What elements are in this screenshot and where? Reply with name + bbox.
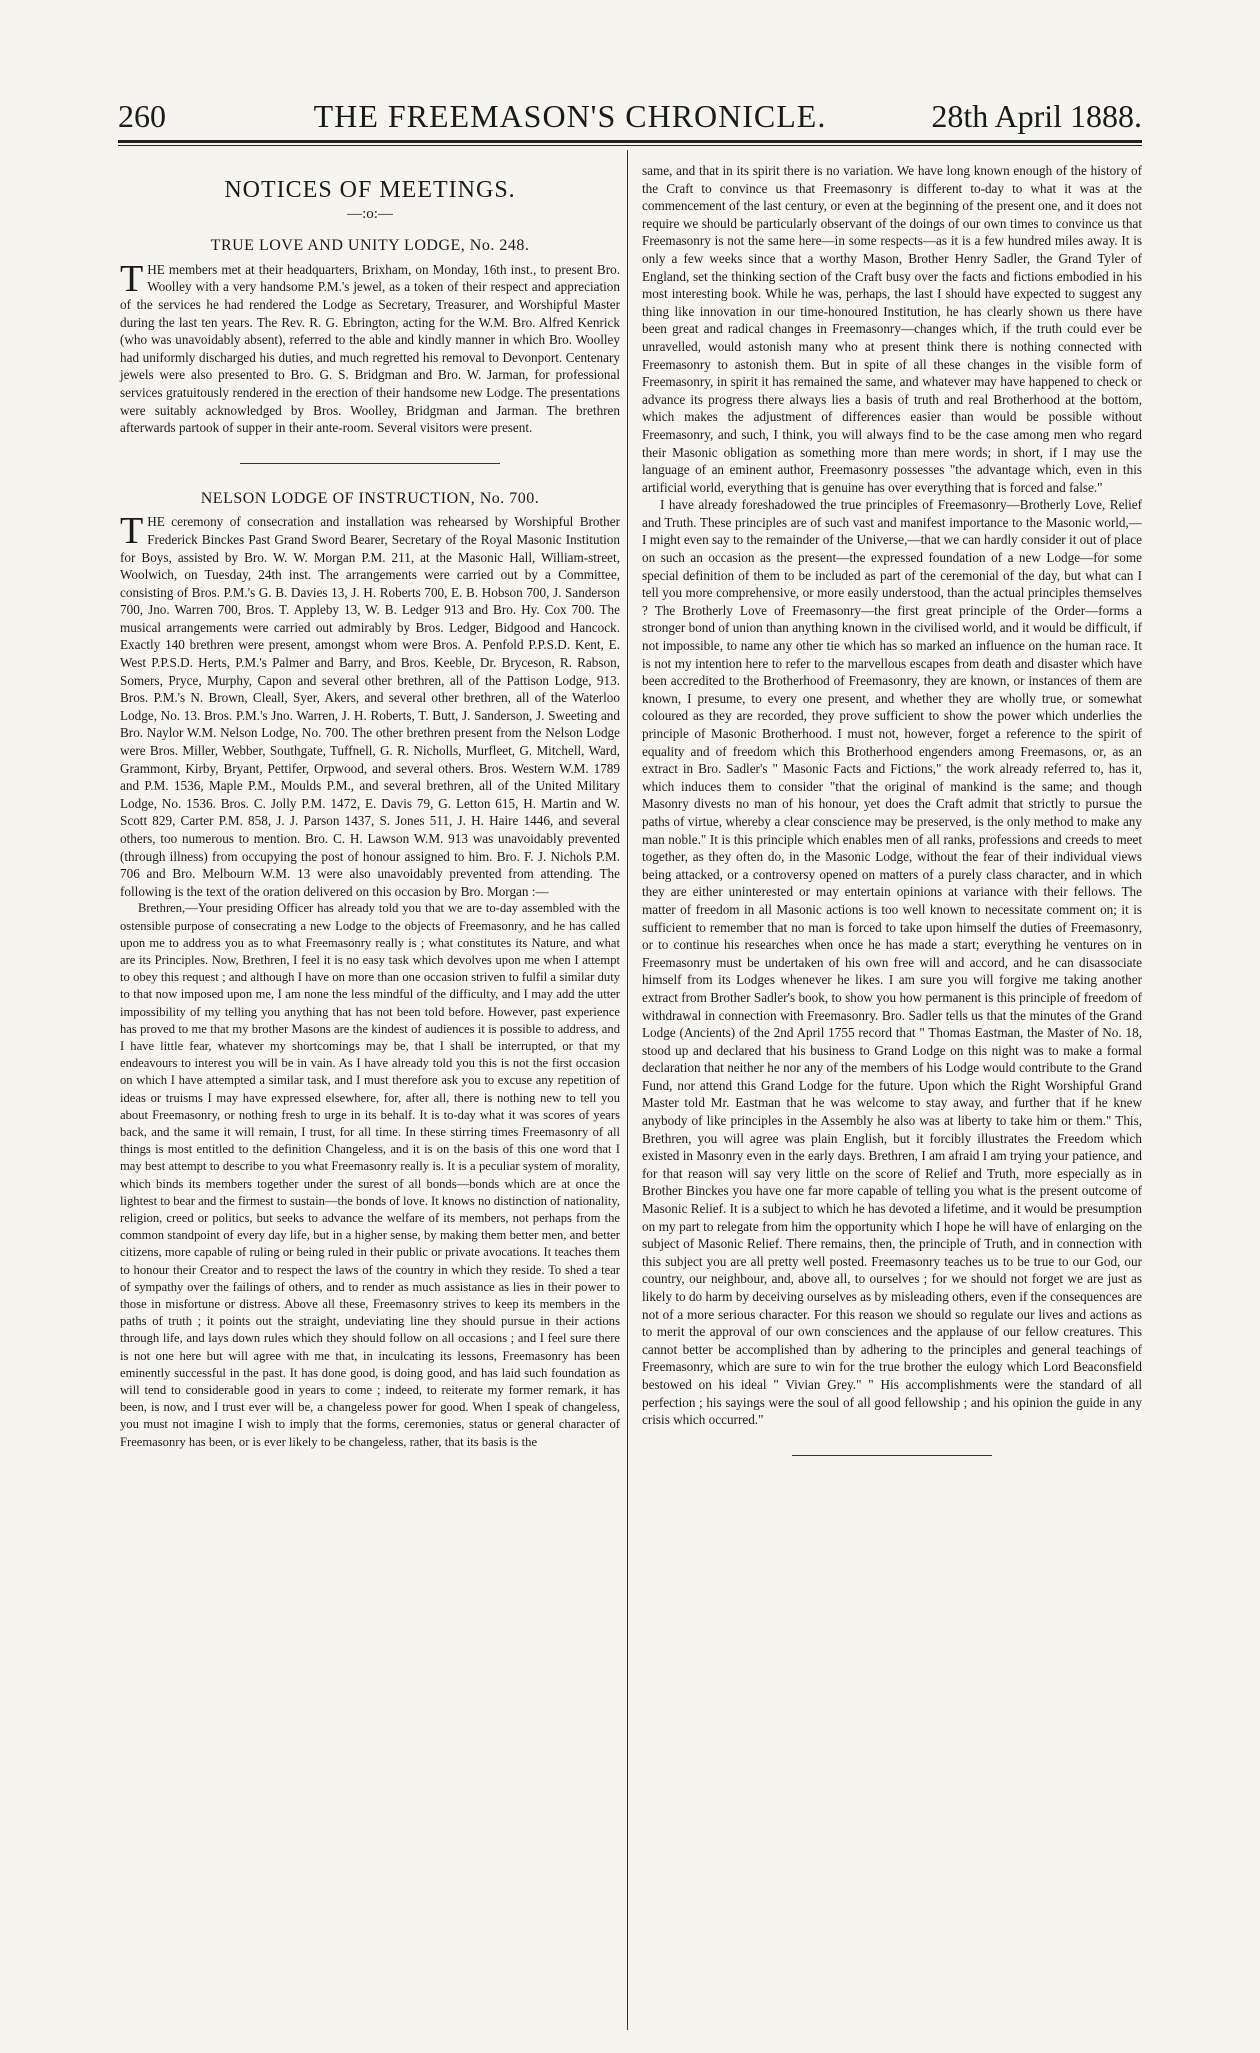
end-rule xyxy=(792,1455,992,1456)
drop-cap: T xyxy=(120,510,144,553)
article-divider xyxy=(240,463,500,464)
masthead xyxy=(118,98,1142,134)
publication-title: THE FREEMASON'S CHRONICLE. xyxy=(313,98,827,134)
nelson-report-text: HE ceremony of consecration and installation was rehearsed by Worshipful Brother Frederick Binckes Past Grand Sword Bearer, Secretary of the Royal Masonic Institution for Boys, assisted by Bro. W. W. Morgan P.M. 211, at the Masonic Hall, William-street, Woolwich, on Tuesday, 24th inst. The arrangements were carried out by a Committee, consisting of Bros. P.M.'s G. B. Davies 13, J. H. Roberts 700, E. B. Hobson 700, J. Sanderson 700, Jno. Warren 700, Bros. T. Appleby 13, W. B. Ledger 913 and Bro. Hy. Cox 700. The musical arrangements were carried out admirably by Bros. Ledger, Bidgood and Hancock. Exactly 140 brethren were present, amongst whom were Bros. A. Penfold P.P.S.D. Kent, E. West P.P.S.D. Herts, P.M.'s Palmer and Barry, and Bros. Keeble, Dr. Bryceson, R. Rabson, Somers, Pryce, Murphy, Capon and several other brethren, all of the Pattison Lodge, 913. Bros. P.M.'s N. Brown, Cleall, Syer, Akers, and several other brethren, all of the Waterloo Lodge, No. 13. Bros. P.M.'s Jno. Warren, J. H. Roberts, T. Butt, J. Sanderson, J. Sweeting and Bro. Naylor W.M. Nelson Lodge, No. 700. The other brethren present from the Nelson Lodge were Bros. Miller, Webber, Southgate, Tuffnell, G. R. Nicholls, Murfleet, G. Mitchell, Ward, Grammont, Kirby, Bryant, Pettifer, Orpwood, and several others. Bros. Western W.M. 1789 and P.M. 1536, Maple P.M., Moulds P.M., and several brethren, all of the United Military Lodge, No. 1536. Bros. C. Jolly P.M. 1472, E. Davis 79, G. Letton 615, H. Martin and W. Scott 829, Carter P.M. 858, J. J. Parson 1437, S. Jones 511, J. H. Haire 1446, and several others, too numerous to mention. Bro. C. H. Lawson W.M. 913 was unavoidably prevented (through illness) from occupying the post of honour assigned to him. Bro. F. J. Nichols P.M. 706 and Bro. Melbourn W.M. 13 were also unavoidably prevented from attending. The following is the text of the oration delivered on this occasion by Bro. Morgan :— xyxy=(120,514,620,899)
true-love-report xyxy=(120,257,620,437)
oration-paragraph: Brethren,—Your presiding Officer has already told you that we are to-day assembled with the ostensible purpose of consecrating a new Lodge to the objects of Freemasonry, and he has called upon me to address you as to what Freemasonry really is ; what constitutes its Nature, and what are its Principles. Now, Brethren, I feel it is no easy task which devolves upon me when I attempt to obey this request ; and although I have on more than one occasion striven to fulfil a similar duty to that now imposed upon me, I am none the less mindful of the difficulty, and I may add the utter impossibility of my telling you anything that has not been told before. However, past experience has proved to me that my brother Masons are the kindest of audiences it is possible to address, and I have little fear, whatever my shortcomings may be, that I shall be interrupted, or that my endeavours to interest you will be in vain. As I have already told you this is not the first occasion on which I have attempted a similar task, and I must therefore ask you to excuse any repetition of ideas or truisms I may have expressed elsewhere, for, after all, there is nothing new to tell you about Freemasonry, or nothing fresh to urge in its behalf. It is to-day what it was scores of years back, and the same it will remain, I trust, for all time. In these stirring times Freemasonry of all things is most entitled to the definition Changeless, and it is on the basis of this one word that I may best attempt to describe to you what Freemasonry really is. It is a peculiar system of morality, which binds its members together under the surest of all bonds—bonds which are at once the lightest to bear and the firmest to sustain—the bonds of love. It knows no distinction of nationality, religion, creed or politics, but seeks to advance the welfare of its members, not perhaps from the common standpoint of every day life, but in a higher sense, by making them better men, and better citizens, more capable of ruling or being ruled in their public or private avocations. It teaches them to honour their Creator and to respect the laws of the country in which they reside. To shed a tear of sympathy over the failings of others, and to render as much assistance as lies in their power to those in misfortune or distress. Above all these, Freemasonry strives to keep its members in the paths of truth ; it points out the straight, undeviating line they should pursue in their actions through life, and lays down rules which they should follow on all occasions ; and I feel sure there is not one here but will agree with me that, in inculcating its lessons, Freemasonry has been eminently successful in the past. It has done good, is doing good, and has laid such foundation as will tend to considerable good in years to come ; indeed, to reiterate my former remark, it has been, is now, and I trust ever will be, a changeless power for good. When I speak of changeless, you must not imagine I wish to imply that the forms, ceremonies, status or general character of Freemasonry has been, or is ever likely to be changeless, rather, that its basis is the xyxy=(120,901,620,1449)
true-love-lodge-heading: TRUE LOVE AND UNITY LODGE, No. 248. xyxy=(210,237,530,255)
left-column xyxy=(120,162,620,1451)
right-column xyxy=(642,162,1142,1456)
drop-cap: T xyxy=(120,257,144,300)
header-rule xyxy=(118,140,1142,143)
page-number: 260 xyxy=(118,98,166,134)
nelson-report xyxy=(120,510,620,900)
oration-continuation: same, and that in its spirit there is no variation. We have long known enough of the history of the Craft to convince us that Freemasonry is different to-day to what it was at the commencement of the last century, or even at the beginning of the present one, and it does not require we should be particularly observant of the doings of our own times to convince us that Freemasonry is not the same here—in some respects—as it is a few hundred miles away. It is only a few weeks since that a worthy Mason, Brother Henry Sadler, the Grand Tyler of England, set the thinking section of the Craft busy over the facts and fictions embodied in his most interesting book. While he was, perhaps, the last I should have expected to suggest any thing like innovation in our time-honoured Institution, he has clearly shown us there have been great and radical changes in Freemasonry—changes which, if the truth could ever be unravelled, would astonish many who at present think there is nothing connected with Freemasonry to astonish them. But in spite of all these changes in the visible form of Freemasonry, in spirit it has remained the same, and whatever may have happened to check or advance its progress there always lies a basis of truth and real Brotherhood at the bottom, which makes the adjustment of differences easier than would be possible without Freemasonry, and such, I think, you will always find to be the case among men who regard their Masonic obligation as something more than mere words; in short, if I may use the language of an eminent author, Freemasonry possesses "the advantage which, even in this artificial world, everything that is genuine has over everything that is forced and false." xyxy=(642,163,1142,495)
true-love-report-text: HE members met at their headquarters, Brixham, on Monday, 16th inst., to present Bro. Woolley with a very handsome P.M.'s jewel, as a token of their respect and appreciation of the services he had rendered the Lodge as Secretary, Treasurer, and Worshipful Master during the last ten years. The Rev. R. G. Ebrington, acting for the W.M. Bro. Alfred Kenrick (who was unavoidably absent), referred to the able and kindly manner in which Bro. Woolley had uniformly discharged his duties, and much regretted his removal to Devonport. Centenary jewels were also presented to Bro. G. S. Bridgman and Bro. W. Jarman, for professional services gratuitously rendered in the erection of their handsome new Lodge. The presentations were suitably acknowledged by Bros. Woolley, Bridgman and Jarman. The brethren afterwards partook of supper in their ante-room. Several visitors were present. xyxy=(120,261,620,436)
issue-date: 28th April 1888. xyxy=(931,98,1142,134)
section-title: NOTICES OF MEETINGS. xyxy=(224,177,516,203)
column-divider xyxy=(627,150,628,2030)
oration-paragraph: I have already foreshadowed the true principles of Freemasonry—Brotherly Love, Relief and Truth. These principles are of such vast and manifest importance to the Masonic world,—I might even say to the remainder of the Universe,—that we can hardly consider it out of place on such an occasion as the present—the expressed foundation of a new Lodge—for some special definition of them to be included as part of the ceremonial of the day, but what can I tell you more comprehensive, or more easily understood, than the actual principles themselves ? The Brotherly Love of Freemasonry—the first great principle of the Order—forms a stronger bond of union than anything known in the civilised world, and it would be difficult, if not impossible, to name any other tie which has so marked an influence on the human race. It is not my intention here to refer to the marvellous escapes from death and disaster which have been accredited to the Brotherhood of Freemasonry, they are known, or instances of them are known, I presume, to every one present, and whether they are wholly true, or somewhat coloured as they are recorded, they prove sufficient to show the power which underlies the principle of Masonic Brotherhood. I must not, however, forget a reference to the spirit of equality and of freedom which this Brotherhood engenders among Freemasons, or, as an extract in Bro. Sadler's " Masonic Facts and Fictions," the work already referred to, has it, which induces them to consider "that the original of mankind is the same; and though Masonry divests no man of his honour, yet does the Craft admit that strictly to pursue the paths of virtue, whereby a clear conscience may be preserved, is the only method to make any man noble." It is this principle which enables men of all ranks, professions and creeds to meet together, as they often do, in the Masonic Lodge, without the fear of their individual views being attacked, or a controversy opened on matters of a purely class character, and in which they are either uninterested or may entertain opinions at variance with their fellows. The matter of freedom in all Masonic actions is too well known to necessitate comment on; it is sufficient to remember that no man is forced to take upon himself the duties of Freemasonry, or to continue his researches when once he has made a start; everything he ventures on in Freemasonry must be undertaken of his own free will and accord, and he can disassociate himself from its Lodges whenever he likes. I am sure you will forgive me taking another extract from Brother Sadler's book, to show you how permanent is this principle of freedom of withdrawal in connection with Freemasonry. Bro. Sadler tells us that the minutes of the Grand Lodge (Ancients) of the 2nd April 1755 record that " Thomas Eastman, the Master of No. 18, stood up and declared that his business to Grand Lodge on this night was to make a formal declaration that neither he nor any of the members of his Lodge would contribute to the Grand Fund, nor attend this Grand Lodge for the future. Upon which the Right Worshipful Grand Master told Mr. Eastman that he was welcome to stay away, and further that if he knew anybody of like principles in the Assembly he also was at liberty to take him or them." This, Brethren, you will agree was plain English, but it forcibly illustrates the Freedom which existed in Masonry even in the early days. Brethren, I am afraid I am trying your patience, and for that reason will say very little on the score of Relief and Truth, more especially as in Brother Binckes you have one far more capable of telling you what is the present outcome of Masonic Relief. It is a subject to which he has devoted a lifetime, and it would be presumption on my part to relegate from him the opportunity which I hope he will have of enlarging on the subject of Masonic Relief. There remains, then, the principle of Truth, and in connection with this subject you are all pretty well posted. Freemasonry teaches us to be true to our God, our country, our neighbour, and, above all, to ourselves ; for we should not forget we are just as likely to do harm by deceiving ourselves as by misleading others, even if the consequences are not of a more serious character. For this reason we should so regulate our lives and actions as to merit the approval of our own consciences and the applause of our fellow creatures. This cannot better be accomplished than by adhering to the principles and general teachings of Freemasonry, which are sure to win for the true brother the eulogy which Lord Beaconsfield bestowed on his ideal " Vivian Grey." " His accomplishments were the standard of all perfection ; his sayings were the soul of all good fellowship ; and his opinion the guide in any crisis which occurred." xyxy=(642,497,1142,1428)
nelson-lodge-heading: NELSON LODGE OF INSTRUCTION, No. 700. xyxy=(200,489,540,507)
header-rule-thin xyxy=(118,145,1142,146)
ornament-separator: —:o:— xyxy=(347,205,393,222)
